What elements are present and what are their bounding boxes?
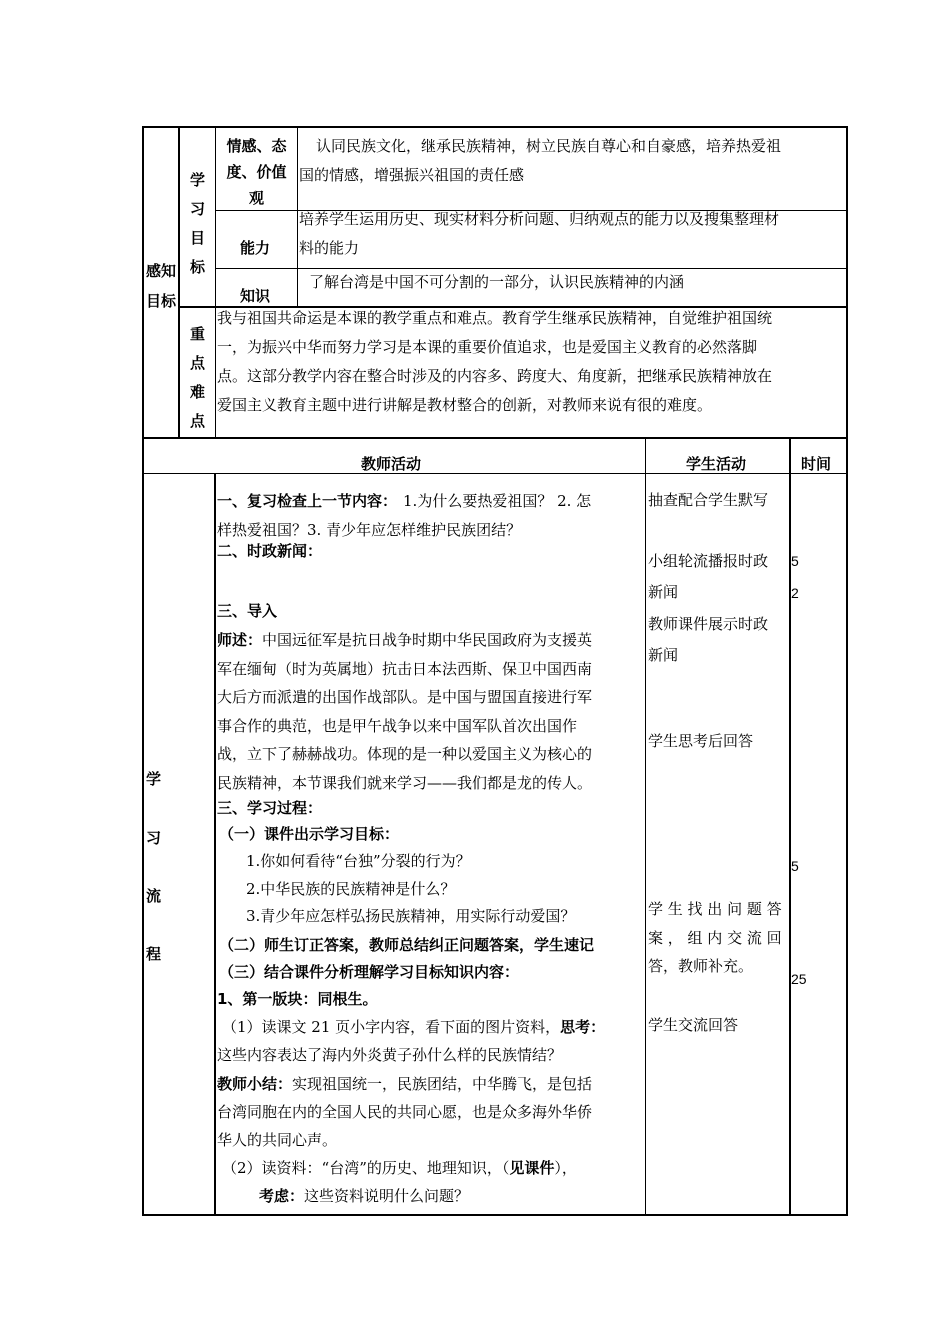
intro-title: 三、导入 (217, 602, 278, 620)
ability-label: 能力 (240, 239, 271, 257)
emotion-text-line-1: 认同民族文化，继承民族精神，树立民族自尊心和自豪感，培养热爱祖 (316, 137, 782, 155)
student-activity-5c: 答，教师补充。 (648, 957, 754, 975)
process-label-1: 学 (146, 770, 162, 788)
intro-line-4: 事合作的典范，也是甲午战争以来中国军队首次出国作 (217, 717, 578, 735)
goal-2: 2.中华民族的民族精神是什么？ (246, 880, 456, 898)
time-1: 5 (791, 553, 799, 569)
student-activity-1: 抽查配合学生默写 (648, 491, 769, 509)
ability-text-line-1: 培养学生运用历史、现实材料分析问题、归纳观点的能力以及搜集整理材 (299, 210, 780, 228)
intro-line-5: 战，立下了赫赫战功。体现的是一种以爱国主义为核心的 (217, 745, 593, 763)
intro-line-3: 大后方而派遣的出国作战部队。是中国与盟国直接进行军 (217, 688, 593, 706)
table-top-border (142, 126, 847, 128)
knowledge-label: 知识 (240, 287, 271, 305)
news-title: 二、时政新闻： (217, 542, 323, 560)
process-label-3: 流 (146, 887, 162, 905)
emotion-label: 情感、态 度、价值 观 (226, 137, 287, 207)
step1-title: （一）课件出示学习目标： (219, 825, 400, 843)
learning-goals-label: 学 习 目 标 (189, 171, 205, 276)
review-line-1: 一、复习检查上一节内容： 1.为什么要热爱祖国？ 2. 怎 (217, 492, 592, 510)
ability-text-line-2: 料的能力 (299, 239, 360, 257)
table-bottom-border (142, 1214, 848, 1216)
key-points-line-4: 爱国主义教育主题中进行讲解是教材整合的创新，对教师来说有很的难度。 (217, 396, 713, 414)
time-2: 2 (791, 585, 799, 601)
process-title: 三、学习过程： (217, 799, 323, 817)
table-right-border (846, 126, 848, 1216)
student-activity-5b: 案 ， 组 内 交 流 回 (648, 929, 782, 947)
summary-line-3: 华人的共同心声。 (217, 1131, 338, 1149)
goal-1: 1.你如何看待“台独”分裂的行为？ (246, 852, 471, 870)
review-line-2: 样热爱祖国？3. 青少年应怎样维护民族团结？ (217, 521, 522, 539)
item2-line-1: （2）读资料：“台湾”的历史、地理知识，（见课件）， (222, 1159, 577, 1177)
item2-line-2: 考虑：这些资料说明什么问题？ (259, 1187, 470, 1205)
student-activity-6: 学生交流回答 (648, 1016, 739, 1034)
summary-line-1: 教师小结：实现祖国统一，民族团结，中华腾飞，是包括 (217, 1075, 593, 1093)
intro-line-6: 民族精神，本节课我们就来学习——我们都是龙的传人。 (217, 774, 593, 792)
goal-3: 3.青少年应怎样弘扬民族精神，用实际行动爱国？ (246, 907, 576, 925)
key-points-line-2: 一，为振兴中华而努力学习是本课的重要价值追求，也是爱国主义教育的必然落脚 (217, 338, 758, 356)
section-label: 感知 目标 (145, 262, 176, 310)
student-activity-2b: 新闻 (648, 583, 679, 601)
header-student: 学生活动 (686, 455, 747, 473)
item1-line-2: 这些内容表达了海内外炎黄子孙什么样的民族情结？ (217, 1046, 563, 1064)
intro-line-1: 师述：中国远征军是抗日战争时期中华民国政府为支援英 (217, 631, 593, 649)
student-activity-3b: 新闻 (648, 646, 679, 664)
process-side-divider (214, 473, 216, 1216)
key-points-line-1: 我与祖国共命运是本课的教学重点和难点。教育学生继承民族精神，自觉维护祖国统 (217, 309, 773, 327)
student-activity-2a: 小组轮流播报时政 (648, 552, 769, 570)
key-points-line-3: 点。这部分教学内容在整合时涉及的内容多、跨度大、角度新，把继承民族精神放在 (217, 367, 773, 385)
time-3: 5 (791, 858, 799, 874)
block1-title: 1、第一版块：同根生。 (217, 990, 378, 1008)
student-col-divider (645, 437, 646, 1216)
step3-title: （三）结合课件分析理解学习目标知识内容： (219, 963, 520, 981)
knowledge-text: 了解台湾是中国不可分割的一部分，认识民族精神的内涵 (309, 273, 685, 291)
summary-line-2: 台湾同胞在内的全国人民的共同心愿，也是众多海外华侨 (217, 1103, 593, 1121)
student-activity-4: 学生思考后回答 (648, 732, 754, 750)
item1-line-1: （1）读课文 21 页小字内容，看下面的图片资料，思考： (222, 1018, 606, 1036)
header-time: 时间 (801, 455, 832, 473)
emotion-text-line-2: 国的情感，增强振兴祖国的责任感 (299, 166, 525, 184)
time-4: 25 (791, 971, 807, 987)
student-activity-3a: 教师课件展示时政 (648, 615, 769, 633)
key-points-label: 重 点 难 点 (189, 325, 205, 430)
section-divider (142, 437, 847, 439)
step2-title: （二）师生订正答案，教师总结纠正问题答案，学生速记 (219, 936, 595, 954)
process-label-2: 习 (146, 829, 162, 847)
student-activity-5a: 学 生 找 出 问 题 答 (648, 900, 782, 918)
keypoints-col-divider (215, 306, 216, 438)
label-col-divider (297, 126, 298, 306)
process-label-4: 程 (146, 945, 162, 963)
header-teacher: 教师活动 (361, 455, 422, 473)
intro-line-2: 军在缅甸（时为英属地）抗击日本法西斯、保卫中国西南 (217, 660, 593, 678)
